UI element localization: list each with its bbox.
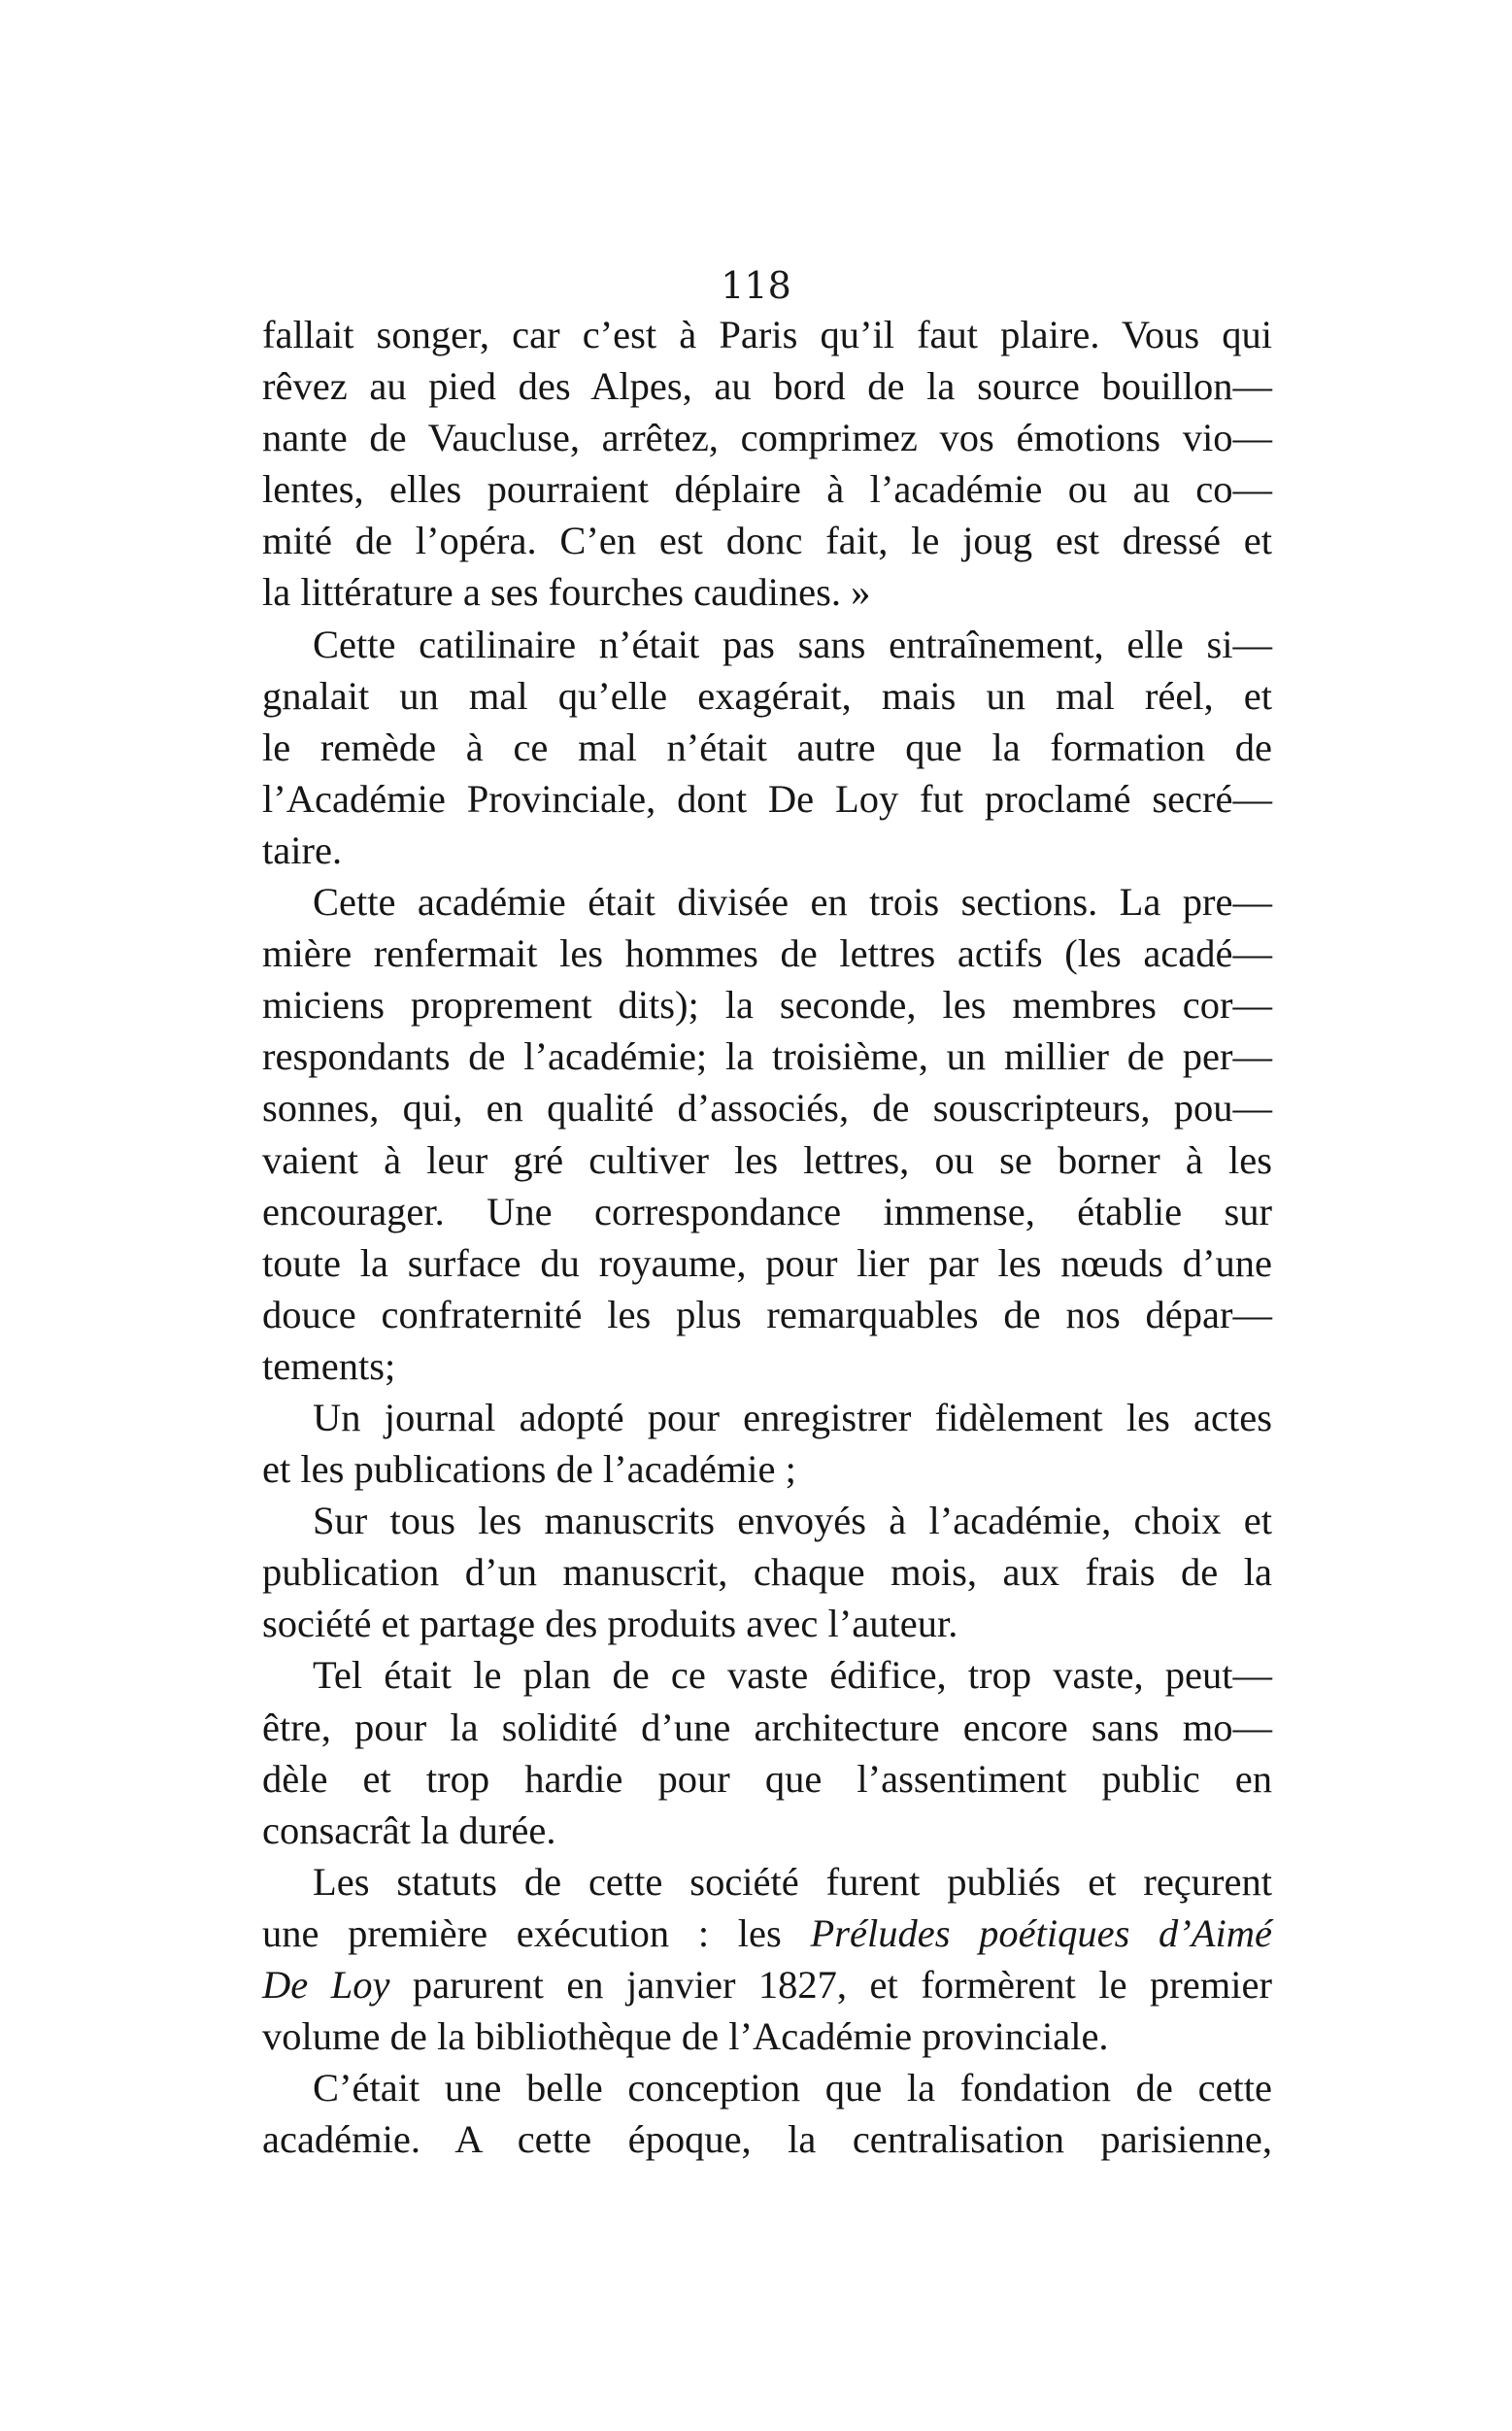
text-line: publication d’un manuscrit, chaque mois, aux frais de la (262, 1550, 1272, 1595)
text-line: l’Académie Provinciale, dont De Loy fut proclamé secré— (262, 776, 1272, 821)
text-line: gnalait un mal qu’elle exagérait, mais un mal réel, et (262, 673, 1272, 718)
text-line (262, 1908, 1272, 1959)
text-line: encourager. Une correspondance immense, établie sur (262, 1189, 1272, 1233)
page-number: 118 (721, 264, 791, 307)
text-line: le remède à ce mal n’était autre que la formation de (262, 725, 1272, 769)
text-line: nante de Vaucluse, arrêtez, comprimez vos émotions vio— (262, 416, 1272, 460)
text-line: Un journal adopté pour enregistrer fidèlement les actes (313, 1395, 1272, 1439)
text-line: Sur tous les manuscrits envoyés à l’académie, choix et (313, 1499, 1272, 1543)
text-line (262, 1959, 1272, 2010)
book-title-italic: Préludes poétiques d’Aimé (810, 1910, 1272, 1955)
text-line: respondants de l’académie; la troisième, un millier de per— (262, 1034, 1272, 1079)
text-line: consacrât la durée. (262, 1807, 556, 1852)
text-line: sonnes, qui, en qualité d’associés, de souscripteurs, pou— (262, 1086, 1272, 1131)
text-line: douce confraternité les plus remarquables de nos dépar— (262, 1292, 1272, 1336)
text-line: la littérature a ses fourches caudines. » (262, 570, 871, 615)
text-line: Cette catilinaire n’était pas sans entraînement, elle si— (313, 622, 1272, 666)
text-line: académie. A cette époque, la centralisation parisienne, (262, 2117, 1272, 2162)
text-line: société et partage des produits avec l’auteur. (262, 1602, 958, 1646)
text-run: une première exécution : les (262, 1910, 811, 1955)
text-line: rêvez au pied des Alpes, au bord de la source bouillon— (262, 364, 1272, 409)
text-line: dèle et trop hardie pour que l’assentiment public en (262, 1756, 1272, 1801)
body-text (262, 309, 1272, 2165)
text-line: mière renfermait les hommes de lettres actifs (les acadé— (262, 931, 1272, 976)
text-line: toute la surface du royaume, pour lier par les nœuds d’une (262, 1240, 1272, 1285)
text-line: taire. (262, 827, 343, 872)
text-line: tements; (262, 1343, 396, 1388)
text-line: mité de l’opéra. C’en est donc fait, le joug est dressé et (262, 519, 1272, 563)
text-line: fallait songer, car c’est à Paris qu’il faut plaire. Vous qui (262, 313, 1272, 356)
author-name-italic: De Loy (262, 1963, 390, 2007)
text-line: lentes, elles pourraient déplaire à l’académie ou au co— (262, 467, 1272, 512)
text-line: Cette académie était divisée en trois sections. La pre— (313, 880, 1272, 925)
text-line: Les statuts de cette société furent publiés et reçurent (313, 1859, 1272, 1904)
text-line: vaient à leur gré cultiver les lettres, ou se borner à les (262, 1137, 1272, 1182)
text-line: Tel était le plan de ce vaste édifice, trop vaste, peut— (313, 1653, 1272, 1698)
text-run: parurent en janvier 1827, et formèrent le premier (389, 1963, 1272, 2007)
text-line: miciens proprement dits); la seconde, les membres cor— (262, 983, 1272, 1028)
text-line: et les publications de l’académie ; (262, 1447, 796, 1492)
text-line: être, pour la solidité d’une architecture encore sans mo— (262, 1705, 1272, 1749)
text-line: C’était une belle conception que la fondation de cette (313, 2066, 1272, 2110)
text-line: volume de la bibliothèque de l’Académie provinciale. (262, 2014, 1109, 2059)
